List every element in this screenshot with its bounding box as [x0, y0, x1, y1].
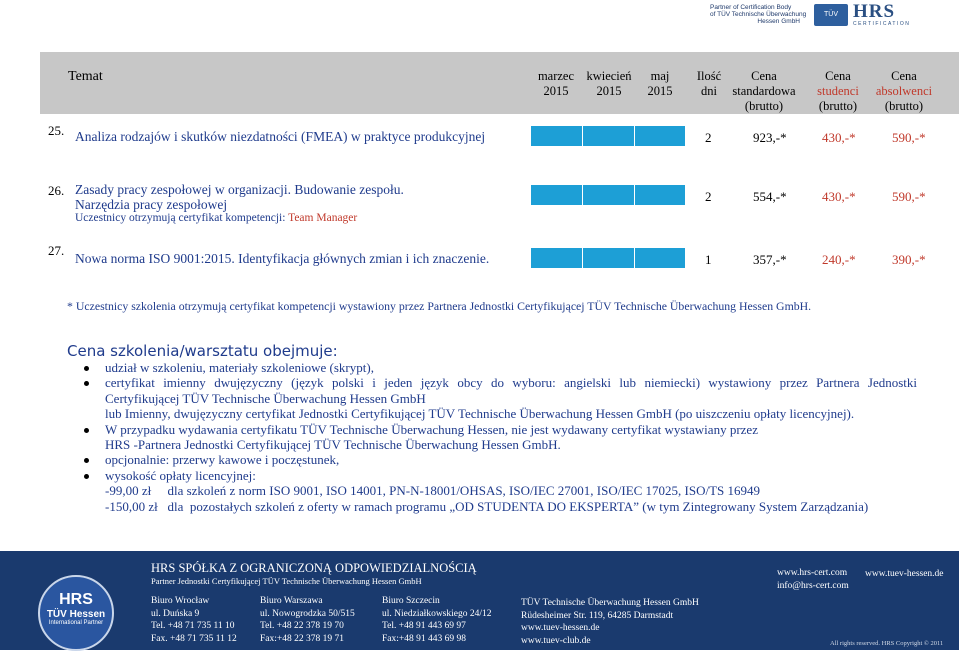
partner-caption	[710, 4, 810, 25]
office-line: Tel. +48 71 735 11 10	[151, 621, 235, 631]
list-item: opcjonalnie: przerwy kawowe i poczęstunek,	[67, 452, 917, 467]
row-price-graduates: 590,-*	[892, 130, 926, 145]
partner-line: Partner of Certification Body	[710, 4, 792, 11]
row-cert-note	[75, 212, 357, 224]
row-price-students: 430,-*	[822, 189, 856, 204]
cert-prefix: Uczestnicy otrzymują certyfikat kompetencji:	[75, 212, 286, 224]
col-may	[642, 69, 678, 99]
tuv-office	[521, 597, 699, 647]
partner-line: of TÜV Technische Überwachung	[710, 11, 807, 18]
cert-name: Team Manager	[288, 212, 358, 224]
copyright: All rights reserved. HRS Copyright © 2011	[830, 640, 944, 647]
office-szczecin	[382, 595, 492, 645]
col-label: 2015	[596, 84, 622, 98]
company-name: HRS SPÓŁKA Z OGRANICZONĄ ODPOWIEDZIALNOŚCIĄ	[151, 561, 477, 575]
bar-divider	[582, 248, 583, 268]
hrs-logo-subtitle: CERTIFICATION	[853, 21, 911, 27]
hrs-logo	[853, 3, 913, 27]
row-price-standard: 357,-*	[753, 252, 787, 267]
col-label: (brutto)	[818, 99, 858, 113]
badge-tuv: TÜV Hessen	[46, 609, 106, 620]
office-line: ul. Duńska 9	[151, 608, 200, 619]
row-title: Nowa norma ISO 9001:2015. Identyfikacja głównych zmian i ich znaczenie.	[75, 251, 490, 266]
schedule-bar	[531, 126, 685, 146]
list-item: certyfikat imienny dwujęzyczny (język polski i jeden język obcy do wyboru: angielski lub niemiecki) wystawiony przez Partnera Jednostki	[67, 375, 917, 390]
email-link[interactable]: info@hrs-cert.com	[777, 581, 849, 591]
includes-list	[67, 360, 917, 514]
row-title-line2: Narzędzia pracy zespołowej	[75, 197, 228, 212]
list-item-continuation: Certyfikującej TÜV Technische Überwachung Hessen GmbH	[105, 390, 426, 406]
office-wroclaw	[151, 595, 237, 645]
tuv-line: Rüdesheimer Str. 119, 64285 Darmstadt	[521, 610, 674, 621]
col-label: (brutto)	[744, 99, 784, 113]
footnote: * Uczestnicy szkolenia otrzymują certyfikat kompetencji wystawiony przez Partnera Jednostki Certyfikującej TÜV Technische Überwachung Hessen GmbH.	[67, 299, 812, 313]
col-price-standard	[724, 69, 804, 114]
office-line: Tel. +48 22 378 19 70	[260, 621, 344, 631]
col-label: absolwenci	[875, 84, 933, 98]
hrs-logo-text: HRS	[853, 1, 896, 22]
company-subtitle: Partner Jednostki Certyfikującej TÜV Technische Überwachung Hessen GmbH	[151, 576, 422, 586]
list-item-continuation: HRS -Partnera Jednostki Certyfikującej TÜV Technische Überwachung Hessen GmbH.	[105, 437, 561, 453]
row-price-standard: 923,-*	[753, 130, 787, 145]
tuv-link[interactable]: www.tuev-hessen.de	[521, 623, 600, 633]
office-line: Biuro Szczecin	[382, 596, 440, 606]
office-line: Fax. +48 71 735 11 12	[151, 633, 237, 644]
list-item-continuation: -99,00 zł dla szkoleń z norm ISO 9001, ISO 14001, PN-N-18001/OHSAS, ISO/IEC 27001, ISO/IEC 17025, ISO/TS 16949	[105, 483, 761, 499]
row-title: Zasady pracy zespołowej w organizacji. Budowanie zespołu.	[75, 182, 404, 197]
col-label: Ilość	[696, 69, 722, 83]
bar-divider	[634, 185, 635, 205]
hrs-tuv-badge	[38, 575, 114, 651]
row-number: 26.	[48, 183, 65, 198]
col-label: standardowa	[732, 84, 796, 98]
row-price-students: 240,-*	[822, 252, 856, 267]
col-days	[691, 69, 727, 99]
bar-divider	[634, 248, 635, 268]
row-days: 2	[705, 189, 712, 204]
col-label: (brutto)	[884, 99, 924, 113]
row-price-students: 430,-*	[822, 130, 856, 145]
office-line: Biuro Wrocław	[151, 596, 210, 606]
col-label: dni	[701, 84, 717, 98]
col-label: Cena	[891, 69, 917, 83]
tuv-link[interactable]: www.tuev-club.de	[521, 635, 591, 646]
bar-divider	[582, 185, 583, 205]
col-label: Cena	[751, 69, 777, 83]
col-march	[536, 69, 576, 99]
row-title: Analiza rodzajów i skutków niezdatności (FMEA) w praktyce produkcyjnej	[75, 129, 486, 144]
col-april	[584, 69, 634, 99]
office-line: Fax:+48 22 378 19 71	[260, 633, 344, 644]
schedule-bar	[531, 248, 685, 268]
office-line: Biuro Warszawa	[260, 596, 323, 606]
col-label: maj	[650, 69, 670, 83]
tuv-logo: TÜV	[814, 4, 848, 26]
badge-sub: International Partner	[48, 620, 104, 626]
bar-divider	[634, 126, 635, 146]
includes-title: Cena szkolenia/warsztatu obejmuje:	[67, 342, 338, 360]
row-price-standard: 554,-*	[753, 189, 787, 204]
office-line: ul. Niedziałkowskiego 24/12	[382, 608, 492, 619]
website-link[interactable]: www.hrs-cert.com	[777, 568, 848, 578]
partner-line: Hessen GmbH	[757, 18, 800, 25]
col-label: kwiecień	[586, 69, 632, 83]
website-link-tuv[interactable]: www.tuev-hessen.de	[865, 569, 944, 579]
office-line: ul. Nowogrodzka 50/515	[260, 608, 355, 619]
row-days: 1	[705, 252, 712, 267]
row-days: 2	[705, 130, 712, 145]
list-item-continuation: -150,00 zł dla pozostałych szkoleń z oferty w ramach programu „OD STUDENTA DO EKSPERTA” (w tym Zintegrowany System Zarządzania)	[105, 498, 869, 514]
row-price-graduates: 390,-*	[892, 252, 926, 267]
list-item-continuation: lub Imienny, dwujęzyczny certyfikat Jednostki Certyfikującej TÜV Technische Überwachung Hessen GmbH (po uiszczeniu opłaty licencyjnej).	[105, 406, 855, 422]
col-label: studenci	[817, 84, 859, 98]
col-price-students	[813, 69, 863, 114]
col-label: Cena	[825, 69, 851, 83]
list-item: wysokość opłaty licencyjnej:	[67, 468, 917, 483]
tuv-line: TÜV Technische Überwachung Hessen GmbH	[521, 598, 699, 608]
col-topic: Temat	[68, 69, 103, 84]
row-number: 27.	[48, 243, 65, 258]
col-label: marzec	[537, 69, 575, 83]
col-label: 2015	[647, 84, 673, 98]
col-label: 2015	[543, 84, 569, 98]
badge-hrs: HRS	[59, 591, 93, 608]
office-line: Tel. +48 91 443 69 97	[382, 621, 466, 631]
schedule-bar	[531, 185, 685, 205]
list-item: W przypadku wydawania certyfikatu TÜV Technische Überwachung Hessen, nie jest wydawany certyfikat wystawiany przez	[67, 422, 917, 437]
office-warszawa	[260, 595, 355, 645]
col-price-graduates	[872, 69, 936, 114]
office-line: Fax:+48 91 443 69 98	[382, 633, 466, 644]
bar-divider	[582, 126, 583, 146]
row-number: 25.	[48, 123, 65, 138]
list-item: udział w szkoleniu, materiały szkoleniowe (skrypt),	[67, 360, 917, 375]
row-price-graduates: 590,-*	[892, 189, 926, 204]
